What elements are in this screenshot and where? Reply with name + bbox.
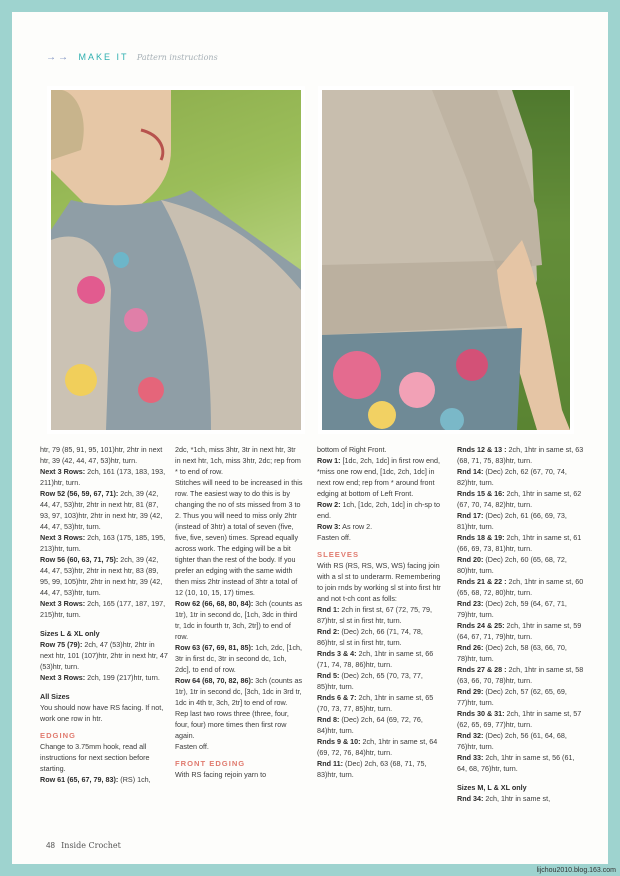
instruction-paragraph bbox=[175, 741, 303, 752]
instruction-paragraph bbox=[40, 466, 168, 488]
photo-cardigan-back-art bbox=[322, 90, 570, 430]
photo-cardigan-front bbox=[47, 86, 305, 434]
instruction-paragraph bbox=[40, 598, 168, 620]
instruction-label: Rnds 6 & 7: bbox=[317, 693, 357, 702]
instruction-label: Rnds 15 & 16: bbox=[457, 489, 505, 498]
instruction-text: 2ch, 1htr in same st, 65 (70, 73, 77, 85)htr, turn. bbox=[317, 693, 434, 713]
instruction-text: htr, 79 (85, 91, 95, 101)htr, 2htr in next htr, 39 (42, 44, 47, 53)htr, turn. bbox=[40, 445, 163, 465]
page-number: 48 bbox=[46, 841, 55, 850]
instruction-text: (RS) 1ch, bbox=[118, 775, 151, 784]
instruction-text: As row 2. bbox=[340, 522, 373, 531]
instruction-label: Rnd 34: bbox=[457, 794, 484, 803]
instruction-text: 2ch, 163 (175, 185, 195, 213)htr, turn. bbox=[40, 533, 166, 553]
instruction-label: Rnds 9 & 10: bbox=[317, 737, 361, 746]
instruction-label: Row 75 (79): bbox=[40, 640, 83, 649]
section-heading: EDGING bbox=[40, 731, 76, 740]
instruction-text: (Dec) 2ch, 64 (69, 72, 76, 84)htr, turn. bbox=[317, 715, 423, 735]
instruction-text: bottom of Right Front. bbox=[317, 445, 387, 454]
instruction-paragraph bbox=[40, 702, 168, 724]
instruction-paragraph bbox=[40, 444, 168, 466]
instruction-paragraph bbox=[457, 752, 585, 774]
instruction-text: (Dec) 2ch, 56 (61, 64, 68, 76)htr, turn. bbox=[457, 731, 567, 751]
instruction-label: Sizes M, L & XL only bbox=[457, 783, 527, 792]
page-footer bbox=[46, 841, 121, 850]
instruction-label: Rnd 20: bbox=[457, 555, 484, 564]
instruction-paragraph bbox=[317, 532, 445, 543]
section-subtitle: Pattern instructions bbox=[136, 53, 218, 62]
instruction-paragraph bbox=[175, 769, 303, 780]
photo-cardigan-back bbox=[318, 86, 574, 434]
instruction-text: 2ch, 1htr in same st, 58 (63, 66, 70, 78)htr, turn. bbox=[457, 665, 584, 685]
instruction-text: [1dc, 2ch, 1dc] in first row end, *miss one row end, [1dc, 2ch, 1dc] in next row end; rep from * around front edging at bottom of Left Front. bbox=[317, 456, 441, 498]
instruction-paragraph bbox=[457, 664, 585, 686]
instruction-text: You should now have RS facing. If not, work one row in htr. bbox=[40, 703, 164, 723]
instruction-text: 2ch, 1htr in same st, 62 (67, 70, 74, 82)htr, turn. bbox=[457, 489, 582, 509]
instruction-text: 3ch (counts as 1tr), 1tr in second dc, [3ch, 1dc in 3rd tr, 1dc in 4th tr, 3ch, 2tr] to end of row. bbox=[175, 676, 303, 707]
instruction-text: 1ch, [1dc, 2ch, 1dc] in ch-sp to end. bbox=[317, 500, 441, 520]
instruction-paragraph bbox=[175, 477, 303, 598]
instruction-paragraph bbox=[317, 604, 445, 626]
magazine-name: Inside Crochet bbox=[61, 841, 121, 850]
instruction-paragraph bbox=[317, 455, 445, 499]
instruction-text: 2ch, 39 (42, 44, 47, 53)htr, 2htr in next htr, 81 (87, 93, 97, 103)htr, 2htr in next htr, 39 (42, 44, 47, 53)htr, turn. bbox=[40, 489, 163, 531]
instruction-text: Fasten off. bbox=[317, 533, 351, 542]
instruction-label: Rnds 27 & 28 : bbox=[457, 665, 507, 674]
section-heading: SLEEVES bbox=[317, 550, 360, 559]
instruction-text: (Dec) 2ch, 65 (70, 73, 77, 85)htr, turn. bbox=[317, 671, 423, 691]
instruction-paragraph bbox=[317, 521, 445, 532]
instruction-label: Rnd 1: bbox=[317, 605, 340, 614]
instruction-label: All Sizes bbox=[40, 692, 70, 701]
instruction-label: Rnds 21 & 22 : bbox=[457, 577, 507, 586]
text-column-4 bbox=[457, 444, 585, 804]
instruction-paragraph bbox=[40, 672, 168, 683]
instruction-paragraph bbox=[317, 648, 445, 670]
instruction-paragraph bbox=[457, 708, 585, 730]
instruction-paragraph bbox=[457, 782, 585, 793]
instruction-label: Next 3 Rows: bbox=[40, 467, 86, 476]
instruction-paragraph bbox=[40, 554, 168, 598]
instruction-text: 2ch, 39 (42, 44, 47, 53)htr, 2htr in next htr, 83 (89, 95, 99, 105)htr, 2htr in next htr, 39 (42, 44, 47, 53)htr, turn. bbox=[40, 555, 163, 597]
instruction-paragraph bbox=[317, 758, 445, 780]
instruction-paragraph bbox=[317, 714, 445, 736]
instruction-paragraph bbox=[317, 736, 445, 758]
instruction-label: Row 56 (60, 63, 71, 75): bbox=[40, 555, 119, 564]
instruction-paragraph bbox=[457, 686, 585, 708]
magazine-page bbox=[12, 12, 608, 864]
instruction-paragraph bbox=[457, 730, 585, 752]
section-title: MAKE IT bbox=[78, 52, 129, 62]
instruction-paragraph bbox=[457, 466, 585, 488]
section-header bbox=[46, 52, 218, 63]
instruction-text: 2ch, 1htr in same st, 64 (69, 72, 76, 84)htr, turn. bbox=[317, 737, 438, 757]
instruction-text: 2ch, 1htr in same st, 57 (62, 65, 69, 77)htr, turn. bbox=[457, 709, 582, 729]
instruction-text: (Dec) 2ch, 59 (64, 67, 71, 79)htr, turn. bbox=[457, 599, 567, 619]
instruction-text: 2ch, 161 (173, 183, 193, 211)htr, turn. bbox=[40, 467, 166, 487]
instruction-label: Rnd 8: bbox=[317, 715, 340, 724]
instruction-label: Row 62 (66, 68, 80, 84): bbox=[175, 599, 254, 608]
instruction-text: 2ch, 1htr in same st, 60 (65, 68, 72, 80)htr, turn. bbox=[457, 577, 584, 597]
instruction-label: Rnd 23: bbox=[457, 599, 484, 608]
instruction-label: Row 64 (68, 70, 82, 86): bbox=[175, 676, 254, 685]
instruction-text: Fasten off. bbox=[175, 742, 209, 751]
instruction-paragraph bbox=[457, 554, 585, 576]
instruction-paragraph bbox=[40, 628, 168, 639]
instruction-label: Rnds 18 & 19: bbox=[457, 533, 505, 542]
instruction-paragraph bbox=[457, 510, 585, 532]
instruction-paragraph bbox=[457, 488, 585, 510]
instruction-paragraph bbox=[40, 691, 168, 702]
instruction-text: 2ch, 1htr in same st, 59 (64, 67, 71, 79)htr, turn. bbox=[457, 621, 582, 641]
photo-cardigan-front-art bbox=[51, 90, 301, 430]
instruction-paragraph bbox=[40, 741, 168, 774]
instruction-paragraph bbox=[40, 639, 168, 672]
instruction-text: 2ch, 1htr in same st, 61 (66, 69, 73, 81)htr, turn. bbox=[457, 533, 582, 553]
instruction-label: Row 1: bbox=[317, 456, 341, 465]
instruction-label: Rnds 12 & 13 : bbox=[457, 445, 507, 454]
instruction-paragraph bbox=[457, 642, 585, 664]
instruction-paragraph bbox=[317, 499, 445, 521]
instruction-label: Rnds 3 & 4: bbox=[317, 649, 357, 658]
instruction-text: (Dec) 2ch, 66 (71, 74, 78, 86)htr, sl st in first htr, turn. bbox=[317, 627, 423, 647]
instruction-label: Rnd 33: bbox=[457, 753, 484, 762]
instruction-text: 1ch, 2dc, [1ch, 3tr in first dc, 3tr in second dc, 1ch, 2dc], to end of row. bbox=[175, 643, 303, 674]
instruction-text: Rep last two rows three (three, four, four, four) more times then first row again. bbox=[175, 709, 289, 740]
instruction-text: 3ch (counts as 1tr), 1tr in second dc, [1ch, 3dc in third tr, 1dc in fourth tr, 3ch, 2tr]) to end of row. bbox=[175, 599, 303, 641]
instruction-paragraph bbox=[317, 560, 445, 604]
instruction-label: Row 3: bbox=[317, 522, 341, 531]
instruction-text: With RS (RS, RS, WS, WS) facing join with a sl st to underarm. Remembering to join rnds by working sl st into first htr and not t-ch cont as folls: bbox=[317, 561, 441, 603]
instruction-label: Rnd 14: bbox=[457, 467, 484, 476]
instruction-label: Rnd 32: bbox=[457, 731, 484, 740]
instruction-label: Next 3 Rows: bbox=[40, 533, 86, 542]
instruction-paragraph bbox=[317, 670, 445, 692]
instruction-label: Next 3 Rows: bbox=[40, 673, 86, 682]
instruction-text: 2ch, 1htr in same st, 63 (68, 71, 75, 83)htr, turn. bbox=[457, 445, 584, 465]
instruction-paragraph bbox=[457, 444, 585, 466]
instruction-label: Rnd 2: bbox=[317, 627, 340, 636]
instruction-text: (Dec) 2ch, 63 (68, 71, 75, 83)htr, turn. bbox=[317, 759, 427, 779]
instruction-label: Rnd 5: bbox=[317, 671, 340, 680]
instruction-text: (Dec) 2ch, 58 (63, 66, 70, 78)htr, turn. bbox=[457, 643, 567, 663]
instruction-paragraph bbox=[317, 692, 445, 714]
instruction-label: Row 61 (65, 67, 79, 83): bbox=[40, 775, 119, 784]
instruction-paragraph bbox=[457, 576, 585, 598]
instruction-label: Rnds 24 & 25: bbox=[457, 621, 505, 630]
paragraph-spacer bbox=[457, 774, 585, 782]
instruction-text: (Dec) 2ch, 57 (62, 65, 69, 77)htr, turn. bbox=[457, 687, 567, 707]
instruction-text: (Dec) 2ch, 62 (67, 70, 74, 82)htr, turn. bbox=[457, 467, 567, 487]
instruction-label: Rnd 17: bbox=[457, 511, 484, 520]
instruction-text: 2ch, 165 (177, 187, 197, 215)htr, turn. bbox=[40, 599, 166, 619]
paragraph-spacer bbox=[40, 683, 168, 691]
instruction-paragraph bbox=[317, 626, 445, 648]
instruction-label: Rnd 26: bbox=[457, 643, 484, 652]
text-column-2 bbox=[175, 444, 303, 780]
instruction-label: Rnd 29: bbox=[457, 687, 484, 696]
instruction-paragraph bbox=[40, 488, 168, 532]
instruction-text: 2dc, *1ch, miss 3htr, 3tr in next htr, 3tr in next htr, 1ch, miss 3htr, 2dc; rep from * to end of row. bbox=[175, 445, 301, 476]
instruction-paragraph bbox=[175, 708, 303, 741]
instruction-label: Rnd 11: bbox=[317, 759, 343, 768]
instruction-label: Next 3 Rows: bbox=[40, 599, 86, 608]
text-column-3 bbox=[317, 444, 445, 780]
section-heading: FRONT EDGING bbox=[175, 759, 246, 768]
instruction-label: Row 2: bbox=[317, 500, 341, 509]
instruction-label: Row 63 (67, 69, 81, 85): bbox=[175, 643, 254, 652]
instruction-text: 2ch, 1htr in same st, bbox=[483, 794, 551, 803]
watermark-url: lijchou2010.blog.163.com bbox=[536, 867, 616, 874]
instruction-text: (Dec) 2ch, 61 (66, 69, 73, 81)htr, turn. bbox=[457, 511, 567, 531]
instruction-text: 2ch, 1htr in same st, 66 (71, 74, 78, 86)htr, turn. bbox=[317, 649, 434, 669]
instruction-text: 2ch in first st, 67 (72, 75, 79, 87)htr, sl st in first htr, turn. bbox=[317, 605, 433, 625]
instruction-paragraph bbox=[175, 642, 303, 675]
text-column-1 bbox=[40, 444, 168, 785]
instruction-text: (Dec) 2ch, 60 (65, 68, 72, 80)htr, turn. bbox=[457, 555, 567, 575]
instruction-paragraph bbox=[175, 444, 303, 477]
instruction-text: 2ch, 47 (53)htr, 2htr in next htr, 101 (107)htr, 2htr in next htr, 47 (53)htr, turn. bbox=[40, 640, 168, 671]
instruction-text: Stitches will need to be increased in this row. The easiest way to do this is by changing the no of sts missed from 3 to 2. Thus you will need to miss only 2htr (instead of 3htr) a total of seven (five, five, five, seven) times. Spread equally across work. The edging will be a bit tighter than the rest of the body. If you prefer an edging with the same width then miss 2htr instead of 3htr a total of 12 (10, 10, 15, 17) times. bbox=[175, 478, 303, 597]
instruction-text: Change to 3.75mm hook, read all instructions for next section before starting. bbox=[40, 742, 150, 773]
instruction-label: Rnds 30 & 31: bbox=[457, 709, 505, 718]
instruction-text: 2ch, 1htr in same st, 56 (61, 64, 68, 76)htr, turn. bbox=[457, 753, 575, 773]
instruction-paragraph bbox=[175, 675, 303, 708]
instruction-paragraph bbox=[317, 444, 445, 455]
instruction-paragraph bbox=[457, 620, 585, 642]
arrow-icon: →→ bbox=[46, 52, 70, 63]
instruction-text: 2ch, 199 (217)htr, turn. bbox=[85, 673, 160, 682]
instruction-paragraph bbox=[40, 532, 168, 554]
instruction-label: Row 52 (56, 59, 67, 71): bbox=[40, 489, 119, 498]
instruction-paragraph bbox=[175, 598, 303, 642]
instruction-label: Sizes L & XL only bbox=[40, 629, 100, 638]
instruction-text: With RS facing rejoin yarn to bbox=[175, 770, 267, 779]
instruction-paragraph bbox=[40, 774, 168, 785]
instruction-paragraph bbox=[457, 532, 585, 554]
instruction-paragraph bbox=[457, 793, 585, 804]
paragraph-spacer bbox=[40, 620, 168, 628]
instruction-paragraph bbox=[457, 598, 585, 620]
